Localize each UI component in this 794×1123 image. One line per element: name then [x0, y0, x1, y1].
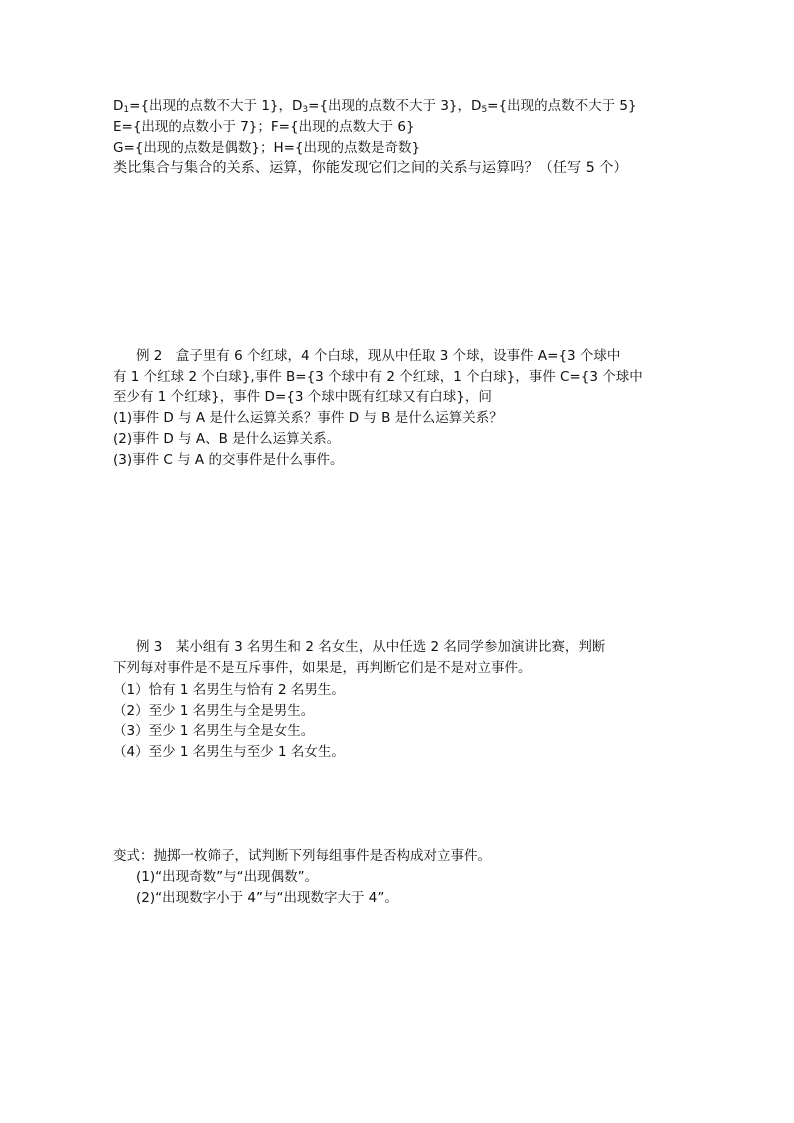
- example2-question2: (2)事件 D 与 A、B 是什么运算关系。: [113, 431, 341, 447]
- d5-subscript: 5: [481, 105, 488, 115]
- variant-intro: 变式：抛掷一枚筛子，试判断下列每组事件是否构成对立事件。: [113, 848, 491, 864]
- example3-question2: （2）至少 1 名男生与全是男生。: [113, 703, 315, 719]
- example2-question3: (3)事件 C 与 A 的交事件是什么事件。: [113, 452, 344, 468]
- example3-question4: （4）至少 1 名男生与至少 1 名女生。: [113, 744, 345, 760]
- d5-definition: ={出现的点数不大于 5}: [487, 98, 637, 114]
- example3-question1: （1）恰有 1 名男生与恰有 2 名男生。: [113, 682, 345, 698]
- d5-label: D: [471, 98, 482, 114]
- example3-line1: 例 3 某小组有 3 名男生和 2 名女生，从中任选 2 名同学参加演讲比赛，判断: [136, 639, 606, 655]
- variant-question1: (1)“出现奇数”与“出现偶数”。: [136, 869, 319, 885]
- d-events-line: [113, 96, 637, 116]
- d3-definition: ={出现的点数不大于 3}，: [308, 98, 472, 114]
- example2-line2: 有 1 个红球 2 个白球},事件 B={3 个球中有 2 个红球，1 个白球}，事件 C={3 个球中: [113, 369, 643, 385]
- g-h-events-line: G={出现的点数是偶数}；H={出现的点数是奇数}: [113, 140, 421, 156]
- d1-subscript: 1: [123, 105, 130, 115]
- variant-question2: (2)“出现数字小于 4”与“出现数字大于 4”。: [136, 890, 398, 906]
- section1-question: 类比集合与集合的关系、运算，你能发现它们之间的关系与运算吗？（任写 5 个）: [113, 160, 628, 176]
- example2-line1: 例 2 盒子里有 6 个红球，4 个白球，现从中任取 3 个球，设事件 A={3 个球中: [136, 348, 621, 364]
- d1-label: D: [113, 98, 124, 114]
- e-f-events-line: E={出现的点数小于 7}；F={出现的点数大于 6}: [113, 119, 415, 135]
- d1-definition: ={出现的点数不大于 1}，: [129, 98, 293, 114]
- example2-question1: (1)事件 D 与 A 是什么运算关系？事件 D 与 B 是什么运算关系？: [113, 410, 503, 426]
- example3-line2: 下列每对事件是不是互斥事件，如果是，再判断它们是不是对立事件。: [113, 660, 532, 676]
- d3-label: D: [292, 98, 303, 114]
- example3-question3: （3）至少 1 名男生与全是女生。: [113, 723, 315, 739]
- d3-subscript: 3: [302, 105, 309, 115]
- example2-line3: 至少有 1 个红球}，事件 D={3 个球中既有红球又有白球}，问: [113, 389, 492, 405]
